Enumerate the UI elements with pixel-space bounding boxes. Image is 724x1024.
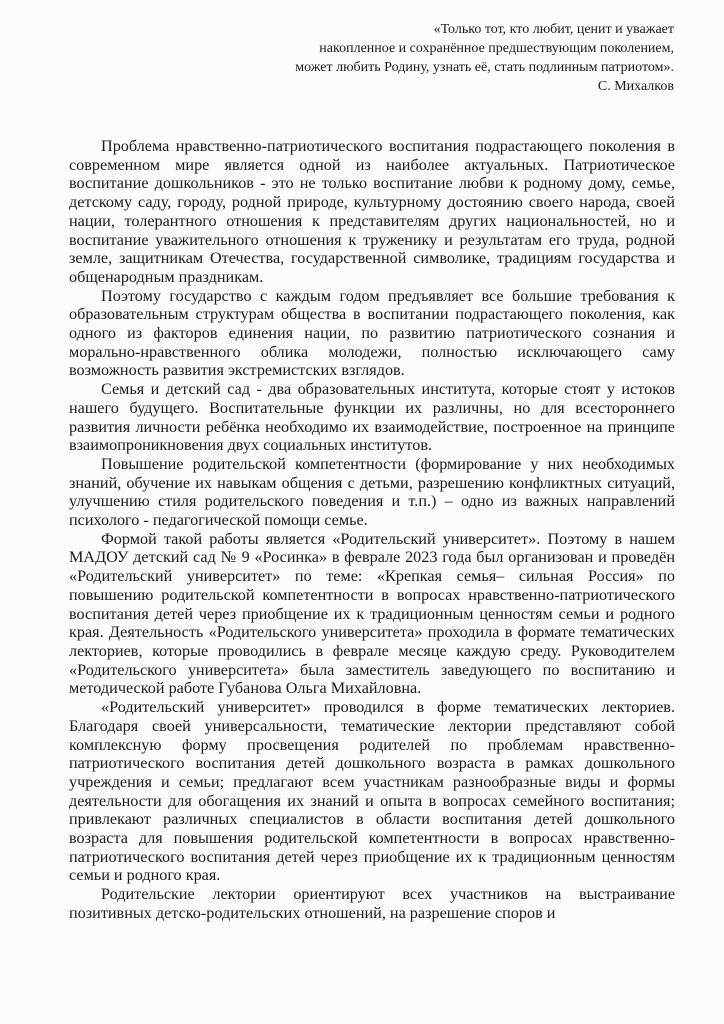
epigraph-line: накопленное и сохранённое предшествующим поколением, xyxy=(319,41,674,56)
paragraph: Родительские лектории ориентируют всех участников на выстраивание позитивных детско-родительских отношений, на разрешение споров и xyxy=(69,885,675,922)
epigraph-author: С. Михалков xyxy=(597,79,674,94)
paragraph: Поэтому государство с каждым годом предъявляет все большие требования к образовательным структурам общества в воспитании подрастающего поколения, как одного из факторов единения нации, по развитию патриотического сознания и морально-нравственного облика молодежи, полностью исключающего саму возможность развития экстремистских взглядов. xyxy=(69,286,675,380)
paragraph: Проблема нравственно-патриотического воспитания подрастающего поколения в современном мире является одной из наиболее актуальных. Патриотическое воспитание дошкольников - это не только воспитание любви к родному дому, семье, детскому саду, городу, родной природе, культурному достоянию своего народа, своей нации, толерантного отношения к представителям других национальностей, но и воспитание уважительного отношения к труженику и результатам его труда, родной земле, защитникам Отечества, государственной символике, традициям государства и общенародным праздникам. xyxy=(69,137,675,286)
paragraph: «Родительский университет» проводился в форме тематических лекториев. Благодаря своей универсальности, тематические лектории представляют собой комплексную форму просвещения родителей по проблемам нравственно-патриотического воспитания детей дошкольного возраста в рамках дошкольного учреждения и семьи; предлагают всем участникам разнообразные виды и формы деятельности для обогащения их знаний и опыта в вопросах семейного воспитания; привлекают различных специалистов в области воспитания детей дошкольного возраста для повышения родительской компетентности в вопросах нравственно-патриотического воспитания детей через приобщение их к традиционным ценностям семьи и родного края. xyxy=(69,698,675,885)
epigraph-line: «Только тот, кто любит, ценит и уважает xyxy=(433,22,674,37)
paragraph: Повышение родительской компетентности (формирование у них необходимых знаний, обучение их навыкам общения с детьми, разрешению конфликтных ситуаций, улучшению стиля родительского поведения и т.п.) – одно из важных направлений психолого - педагогической помощи семье. xyxy=(69,454,675,530)
paragraph: Семья и детский сад - два образовательных института, которые стоят у истоков нашего будущего. Воспитательные функции их различны, но для всестороннего развития личности ребёнка необходимо их взаимодействие, построенное на принципе взаимопроникновения двух социальных институтов. xyxy=(69,380,675,455)
epigraph xyxy=(194,20,674,96)
paragraph: Формой такой работы является «Родительский университет». Поэтому в нашем МАДОУ детский сад № 9 «Росинка» в феврале 2023 года был организован и проведён «Родительский университет» по теме: «Крепкая семья– сильная Россия» по повышению родительской компетентности в вопросах нравственно-патриотического воспитания детей через приобщение их к традиционным ценностям семьи и родного края. Деятельность «Родительского университета» проходила в формате тематических лекториев, которые проводились в феврале месяце каждую среду. Руководителем «Родительского университета» была заместитель заведующего по воспитанию и методической работе Губанова Ольга Михайловна. xyxy=(69,529,675,698)
epigraph-line: может любить Родину, узнать её, стать подлинным патриотом». xyxy=(295,60,674,75)
document-body xyxy=(69,137,675,923)
